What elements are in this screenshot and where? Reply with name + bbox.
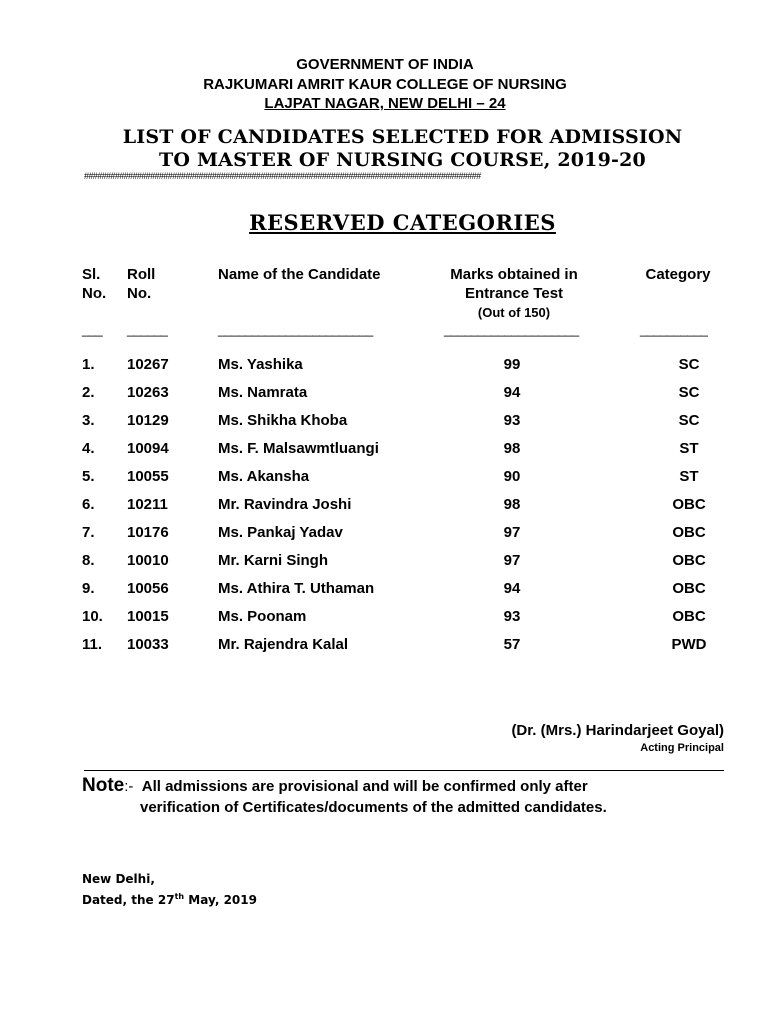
title-line-2: TO MASTER OF NURSING COURSE, 2019-20 — [159, 149, 646, 171]
cell-roll: 10176 — [127, 524, 169, 541]
note-text-1: All admissions are provisional and will be confirmed only after — [141, 778, 588, 795]
cell-category: ST — [679, 440, 699, 457]
signatory-name: (Dr. (Mrs.) Harindarjeet Goyal) — [511, 722, 724, 739]
signatory-designation: Acting Principal — [640, 742, 724, 754]
cell-sl: 6. — [82, 496, 95, 513]
cell-sl: 4. — [82, 440, 95, 457]
cell-category: OBC — [672, 608, 706, 625]
cell-sl: 3. — [82, 412, 95, 429]
cell-roll: 10015 — [127, 608, 169, 625]
cell-roll: 10094 — [127, 440, 169, 457]
cell-name: Ms. Poonam — [218, 608, 307, 625]
cell-category: ST — [679, 468, 699, 485]
cell-roll: 10056 — [127, 580, 169, 597]
cell-roll: 10010 — [127, 552, 169, 569]
header-sl-line2: No. — [82, 285, 107, 302]
cell-name: Mr. Rajendra Kalal — [218, 636, 349, 653]
cell-sl: 5. — [82, 468, 95, 485]
cell-name: Mr. Ravindra Joshi — [218, 496, 352, 513]
table-row — [0, 412, 770, 440]
cell-sl: 11. — [82, 636, 103, 653]
table-row — [0, 356, 770, 384]
table-row — [0, 468, 770, 496]
cell-name: Ms. Namrata — [218, 384, 308, 401]
cell-marks: 99 — [503, 356, 521, 373]
dash-marks: ____________________ — [444, 322, 579, 337]
cell-roll: 10033 — [127, 636, 169, 653]
cell-name: Ms. F. Malsawmtluangi — [218, 440, 379, 457]
table-row — [0, 608, 770, 636]
table-row — [0, 440, 770, 468]
header-roll — [127, 265, 155, 303]
cell-sl: 9. — [82, 580, 95, 597]
header-roll-line1: Roll — [127, 266, 156, 283]
table-row — [0, 496, 770, 524]
footer-date-suffix: May, 2019 — [184, 893, 257, 907]
note-separator: :- — [124, 778, 134, 795]
header-government: GOVERNMENT OF INDIA — [296, 56, 474, 73]
cell-marks: 98 — [503, 496, 521, 513]
cell-roll: 10267 — [127, 356, 169, 373]
cell-name: Ms. Pankaj Yadav — [218, 524, 343, 541]
cell-category: OBC — [672, 496, 706, 513]
dash-roll: ______ — [127, 322, 168, 337]
header-marks — [432, 265, 596, 322]
dash-sl: ___ — [82, 322, 103, 337]
hash-divider: ########################################################################################## — [84, 171, 481, 181]
cell-roll: 10129 — [127, 412, 169, 429]
cell-marks: 98 — [503, 440, 521, 457]
footer-date-sup: th — [174, 892, 185, 901]
cell-roll: 10211 — [127, 496, 168, 513]
dash-name: _______________________ — [218, 322, 373, 337]
cell-category: PWD — [671, 636, 707, 653]
header-name: Name of the Candidate — [218, 266, 381, 283]
table-row — [0, 552, 770, 580]
footer — [82, 870, 257, 909]
table-row — [0, 636, 770, 664]
cell-category: OBC — [672, 552, 706, 569]
header-roll-line2: No. — [127, 285, 152, 302]
cell-marks: 90 — [503, 468, 521, 485]
cell-category: OBC — [672, 580, 706, 597]
footer-place: New Delhi, — [82, 872, 155, 886]
note-label: Note — [82, 775, 125, 796]
cell-name: Ms. Akansha — [218, 468, 310, 485]
cell-marks: 93 — [503, 412, 521, 429]
cell-sl: 2. — [82, 384, 95, 401]
cell-sl: 8. — [82, 552, 95, 569]
cell-roll: 10055 — [127, 468, 169, 485]
header-address-wrap — [0, 95, 770, 112]
cell-name: Ms. Yashika — [218, 356, 303, 373]
cell-marks: 97 — [503, 552, 521, 569]
table-row — [0, 384, 770, 412]
cell-marks: 94 — [503, 580, 521, 597]
title-line-1: LIST OF CANDIDATES SELECTED FOR ADMISSION — [122, 126, 683, 148]
cell-marks: 57 — [503, 636, 521, 653]
header-sl-line1: Sl. — [82, 266, 101, 283]
cell-category: SC — [678, 384, 700, 401]
cell-marks: 97 — [503, 524, 521, 541]
cell-sl: 7. — [82, 524, 95, 541]
dash-category: __________ — [640, 322, 708, 337]
note — [82, 775, 607, 818]
header-address: LAJPAT NAGAR, NEW DELHI – 24 — [264, 95, 506, 112]
header-sl — [82, 265, 106, 303]
cell-roll: 10263 — [127, 384, 169, 401]
footer-date-prefix: Dated, the 27 — [82, 893, 175, 907]
header-marks-line1: Marks obtained in — [450, 266, 578, 283]
table-row — [0, 580, 770, 608]
header-college-name: RAJKUMARI AMRIT KAUR COLLEGE OF NURSING — [203, 76, 567, 93]
cell-sl: 1. — [82, 356, 95, 373]
cell-name: Ms. Shikha Khoba — [218, 412, 348, 429]
cell-marks: 94 — [503, 384, 521, 401]
header-marks-line3: (Out of 150) — [477, 305, 551, 320]
header-marks-line2: Entrance Test — [464, 285, 564, 302]
footer-date — [82, 888, 257, 909]
note-line-1 — [82, 775, 607, 797]
cell-name: Ms. Athira T. Uthaman — [218, 580, 375, 597]
cell-category: OBC — [672, 524, 706, 541]
note-text-2: verification of Certificates/documents of the admitted candidates. — [140, 799, 607, 816]
cell-marks: 93 — [503, 608, 521, 625]
cell-sl: 10. — [82, 608, 103, 625]
cell-category: SC — [678, 356, 700, 373]
table-row — [0, 524, 770, 552]
section-title: RESERVED CATEGORIES — [249, 210, 556, 235]
divider-line — [84, 770, 724, 771]
cell-category: SC — [678, 412, 700, 429]
cell-name: Mr. Karni Singh — [218, 552, 329, 569]
header-category: Category — [645, 266, 711, 283]
